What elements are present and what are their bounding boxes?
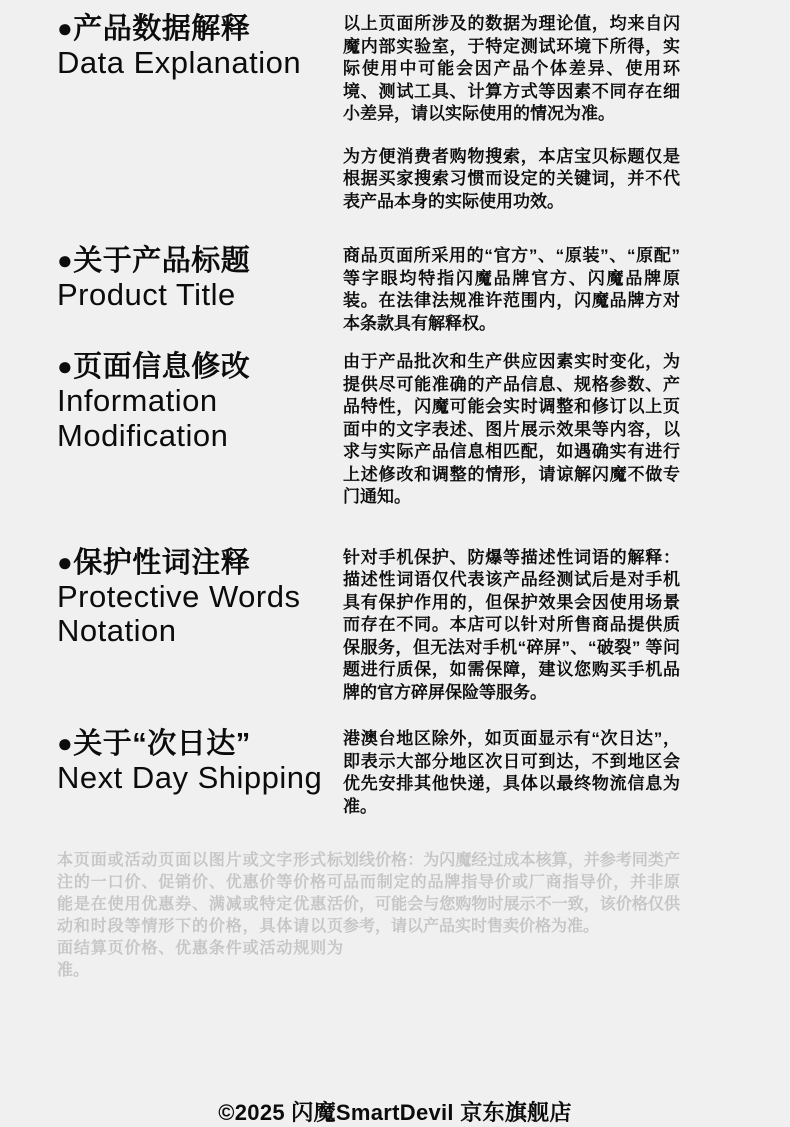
heading-zh-text: 产品数据解释	[73, 13, 251, 45]
bullet-icon: ●	[57, 728, 74, 758]
heading-en: Protective Words Notation	[57, 578, 301, 649]
heading-zh	[57, 13, 343, 45]
section-next-day-shipping	[0, 728, 790, 818]
section-heading	[0, 13, 343, 81]
footnote-pricing: 本页面或活动页面以图片或文字形式标注的一口价、促销价、优惠价等价格可能是在使用优惠券、满减或特定优惠活动和时段等情形下的价格，具体请以页面结算页价格、优惠条件或活动规则为准。	[57, 852, 343, 979]
section-body	[343, 728, 680, 818]
heading-zh-text: 关于产品标题	[73, 245, 251, 277]
heading-en: Product Title	[57, 277, 236, 313]
section-paragraph: 商品页面所采用的“官方”、“原装”、“原配”等字眼均特指闪魔品牌官方、闪魔品牌原装。在法律法规准许范围内，闪魔品牌方对本条款具有解释权。	[343, 246, 680, 333]
section-heading	[0, 351, 343, 453]
section-paragraph: 港澳台地区除外，如页面显示有“次日达”，即表示大部分地区次日可到达，不到地区会优先安排其他快递，具体以最终物流信息为准。	[343, 729, 680, 816]
heading-zh	[57, 728, 343, 760]
footnote-right-col	[343, 850, 680, 938]
section-body	[343, 245, 680, 335]
footnote-left-col	[0, 850, 343, 982]
section-protective-words	[0, 547, 790, 705]
section-heading	[0, 728, 343, 796]
section-paragraph: 以上页面所涉及的数据为理论值，均来自闪魔内部实验室，于特定测试环境下所得，实际使用中可能会因产品个体差异、使用环境、测试工具、计算方式等因素不同存在细小差异，请以实际使用的情况为准。	[343, 14, 680, 123]
heading-zh-text: 页面信息修改	[73, 351, 251, 383]
heading-zh	[57, 547, 343, 579]
heading-zh-text: 关于“次日达”	[73, 728, 251, 760]
section-paragraph: 为方便消费者购物搜索，本店宝贝标题仅是根据买家搜索习惯而设定的关键词，并不代表产品本身的实际使用功效。	[343, 146, 680, 211]
bullet-icon: ●	[57, 245, 74, 275]
footnote-strikethrough-price: 划线价格：为闪魔经过成本核算，并参考同类产品而制定的品牌指导价或厂商指导价，并非原价，可能会与您购物时展示不一致，该价格仅供参考，请以产品实时售卖价格为准。	[343, 852, 680, 935]
section-paragraph: 由于产品批次和生产供应因素实时变化，为提供尽可能准确的产品信息、规格参数、产品特性，闪魔可能会实时调整和修订以上页面中的文字表述、图片展示效果等内容，以求与实际产品信息相匹配，如遇确实有进行上述修改和调整的情形，请谅解闪魔不做专门通知。	[343, 352, 680, 506]
section-body	[343, 13, 680, 213]
heading-en: Next Day Shipping	[57, 760, 323, 796]
heading-en: Data Explanation	[57, 45, 302, 81]
section-heading	[0, 245, 343, 313]
section-product-title	[0, 245, 790, 335]
section-paragraph: 针对手机保护、防爆等描述性词语的解释：描述性词语仅代表该产品经测试后是对手机具有保护作用的，但保护效果会因使用场景而存在不同。本店可以针对所售商品提供质保服务，但无法对手机“碎屏”、“破裂” 等问题进行质保，如需保障，建议您购买手机品牌的官方碎屏保险等服务。	[343, 547, 680, 702]
heading-en: Information Modification	[57, 383, 229, 453]
bullet-icon: ●	[57, 351, 74, 381]
bullet-icon: ●	[57, 546, 74, 577]
section-body	[343, 351, 680, 509]
section-data-explanation	[0, 13, 790, 213]
copyright-text: ©2025 闪魔SmartDevil 京东旗舰店	[218, 1100, 572, 1125]
heading-zh	[57, 245, 343, 277]
bullet-icon: ●	[57, 13, 74, 43]
heading-zh	[57, 351, 343, 383]
section-heading	[0, 547, 343, 649]
section-information-modification	[0, 351, 790, 509]
heading-zh-text: 保护性词注释	[73, 546, 251, 579]
section-body	[343, 547, 680, 705]
legal-footnotes	[0, 850, 790, 982]
